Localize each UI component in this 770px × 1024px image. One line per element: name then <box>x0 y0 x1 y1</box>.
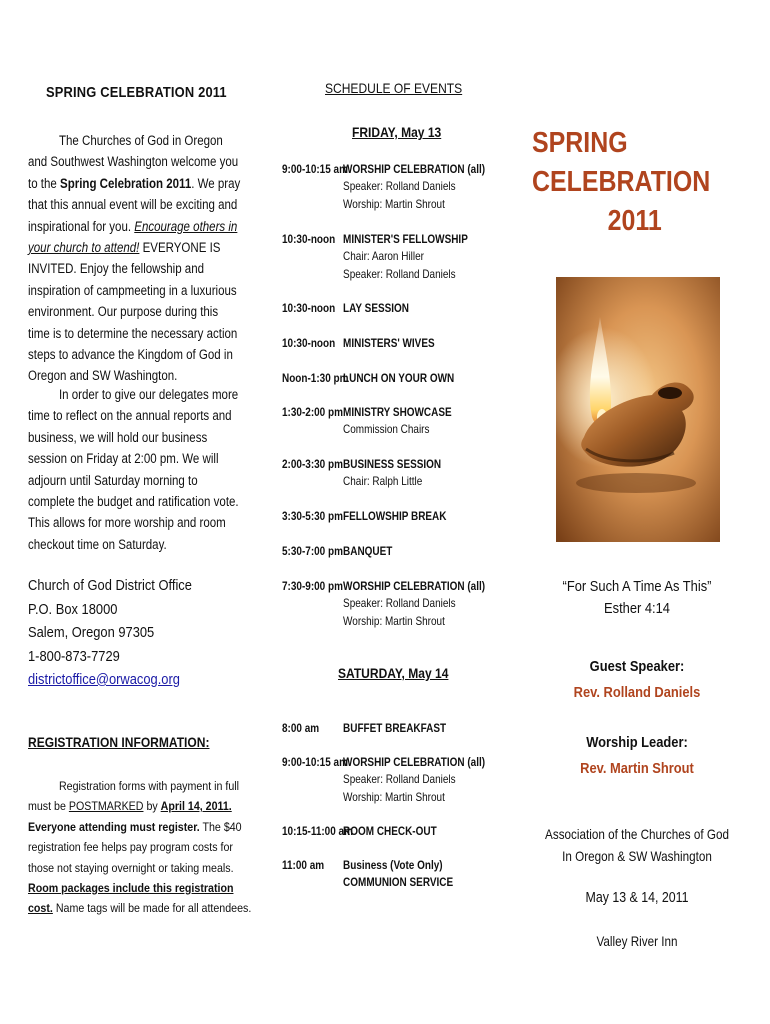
event-name: LUNCH ON YOUR OWN <box>343 372 455 385</box>
friday-heading: FRIDAY, May 13 <box>352 124 442 140</box>
reg-text-f: The $40 registration fee helps pay program costs for those not staying overnight or taking meals. <box>28 819 242 875</box>
brand-year: 2011 <box>607 205 662 237</box>
reg-text-e: Everyone attending must register. <box>28 819 200 834</box>
business-paragraph <box>28 384 243 555</box>
welcome-text-d: Encourage others in your church to attend! <box>28 218 238 256</box>
quote-line-1: “For Such A Time As This” <box>562 578 712 595</box>
event-name: BUSINESS SESSION <box>343 458 442 471</box>
association-name <box>522 824 752 868</box>
event-description <box>343 578 485 630</box>
reg-text-c: by <box>143 799 161 814</box>
quote-line-2: Esther 4:14 <box>604 600 670 617</box>
event-name: MINISTERS' WIVES <box>343 337 435 350</box>
event-description <box>343 231 468 283</box>
brand-line-1: SPRING <box>532 127 628 159</box>
worship-label-text: Worship Leader: <box>586 734 688 751</box>
dates-text: May 13 & 14, 2011 <box>585 890 689 906</box>
welcome-text-b: Spring Celebration 2011 <box>60 175 192 191</box>
guest-label-text: Guest Speaker: <box>589 658 685 675</box>
worship-leader-name <box>522 760 752 777</box>
event-time: 8:00 am <box>282 722 320 735</box>
event-time: 10:15-11:00 am <box>282 825 353 838</box>
brand-line-2: CELEBRATION <box>532 166 711 198</box>
event-detail: Speaker: Rolland Daniels <box>343 597 456 611</box>
event-name: MINISTER'S FELLOWSHIP <box>343 233 468 246</box>
guest-speaker-label <box>522 658 752 675</box>
event-description <box>343 720 446 737</box>
assoc-line-1: Association of the Churches of God <box>545 827 729 842</box>
welcome-paragraph <box>28 130 243 387</box>
brand-title <box>532 124 710 241</box>
event-description <box>343 823 437 840</box>
venue-text: Valley River Inn <box>596 934 678 949</box>
assoc-line-2: In Oregon & SW Washington <box>562 849 712 864</box>
event-dates <box>522 890 752 906</box>
event-description <box>343 754 485 806</box>
event-name: BUFFET BREAKFAST <box>343 722 447 735</box>
event-time: 10:30-noon <box>282 337 336 350</box>
event-detail: Speaker: Rolland Daniels <box>343 180 456 194</box>
event-time: 2:00-3:30 pm <box>282 458 343 471</box>
event-description <box>343 456 441 491</box>
event-time: 10:30-noon <box>282 233 336 246</box>
event-detail: Worship: Martin Shrout <box>343 790 445 804</box>
event-detail: Chair: Aaron Hiller <box>343 250 424 264</box>
welcome-text-e: EVERYONE IS INVITED. Enjoy the fellowship and inspiration of campmeeting in a luxurious environment. Our purpose during this time is to determine the necessary action steps to advance the Kingdom of God in Oregon and SW Washington. <box>28 240 238 384</box>
office-email-link[interactable]: districtoffice@orwacog.org <box>28 671 180 688</box>
event-description <box>343 508 446 525</box>
event-time: 1:30-2:00 pm <box>282 406 343 419</box>
business-text: In order to give our delegates more time to reflect on the annual reports and business, we will hold our business session on Friday at 2:00 pm. We will adjourn until Saturday morning to complete the budget and ratification vote. This allows for more worship and room checkout time on Saturday. <box>28 387 239 552</box>
event-time: 9:00-10:15 am <box>282 756 348 769</box>
reg-text-a: Registration forms with payment in full must be <box>28 779 240 814</box>
schedule-heading: SCHEDULE OF EVENTS <box>325 80 463 96</box>
event-time: 5:30-7:00 pm <box>282 545 343 558</box>
reg-text-d: April 14, 2011. <box>160 799 232 814</box>
saturday-heading: SATURDAY, May 14 <box>338 665 449 681</box>
event-detail: Worship: Martin Shrout <box>343 614 445 628</box>
theme-quote <box>522 576 752 620</box>
event-name: MINISTRY SHOWCASE <box>343 406 452 419</box>
reg-text-b: POSTMARKED <box>68 799 144 814</box>
worship-name-text: Rev. Martin Shrout <box>580 760 694 777</box>
office-city: Salem, Oregon 97305 <box>28 624 155 641</box>
event-time: 3:30-5:30 pm <box>282 510 343 523</box>
guest-speaker-name <box>522 684 752 701</box>
event-time: 7:30-9:00 pm <box>282 580 343 593</box>
registration-heading: REGISTRATION INFORMATION: <box>28 734 210 750</box>
event-name: BANQUET <box>343 545 393 558</box>
event-description <box>343 300 409 317</box>
office-box: P.O. Box 18000 <box>28 600 118 618</box>
event-description <box>343 335 435 352</box>
event-description <box>343 370 454 387</box>
event-time: 11:00 am <box>282 859 325 872</box>
event-time: 10:30-noon <box>282 302 336 315</box>
event-time: 9:00-10:15 am <box>282 163 348 176</box>
event-detail: Worship: Martin Shrout <box>343 197 445 211</box>
event-time: Noon-1:30 pm <box>282 372 349 385</box>
event-name: ROOM CHECK-OUT <box>343 825 437 838</box>
event-name: WORSHIP CELEBRATION (all) <box>343 580 486 593</box>
event-venue <box>522 934 752 949</box>
event-description <box>343 404 452 439</box>
oil-lamp-image <box>556 277 720 542</box>
event-name: Business (Vote Only) <box>343 859 443 872</box>
event-description <box>343 543 392 560</box>
event-description <box>343 857 453 892</box>
welcome-text-c: . We pray that this annual event will be exciting and inspirational for you. <box>28 175 241 234</box>
event-name: FELLOWSHIP BREAK <box>343 510 447 523</box>
event-description <box>343 161 485 213</box>
reg-text-h: Name tags will be made for all attendees. <box>52 901 252 916</box>
event-detail: Speaker: Rolland Daniels <box>343 267 456 281</box>
reg-text-g: Room packages include this registration cost. <box>28 881 234 916</box>
event-detail: Speaker: Rolland Daniels <box>343 773 456 787</box>
event-name: LAY SESSION <box>343 302 410 315</box>
office-name: Church of God District Office <box>28 577 192 594</box>
event-detail: COMMUNION SERVICE <box>343 876 454 890</box>
registration-paragraph <box>28 776 253 919</box>
guest-name-text: Rev. Rolland Daniels <box>573 684 701 701</box>
welcome-text-a: The Churches of God in Oregon and Southwest Washington welcome you to the <box>28 133 239 191</box>
event-detail: Chair: Ralph Little <box>343 475 423 489</box>
event-name: WORSHIP CELEBRATION (all) <box>343 163 486 176</box>
district-office-address <box>28 574 243 692</box>
worship-leader-label <box>522 734 752 751</box>
left-title: SPRING CELEBRATION 2011 <box>46 84 227 101</box>
event-name: WORSHIP CELEBRATION (all) <box>343 756 486 769</box>
event-detail: Commission Chairs <box>343 423 430 437</box>
office-phone: 1-800-873-7729 <box>28 647 120 665</box>
